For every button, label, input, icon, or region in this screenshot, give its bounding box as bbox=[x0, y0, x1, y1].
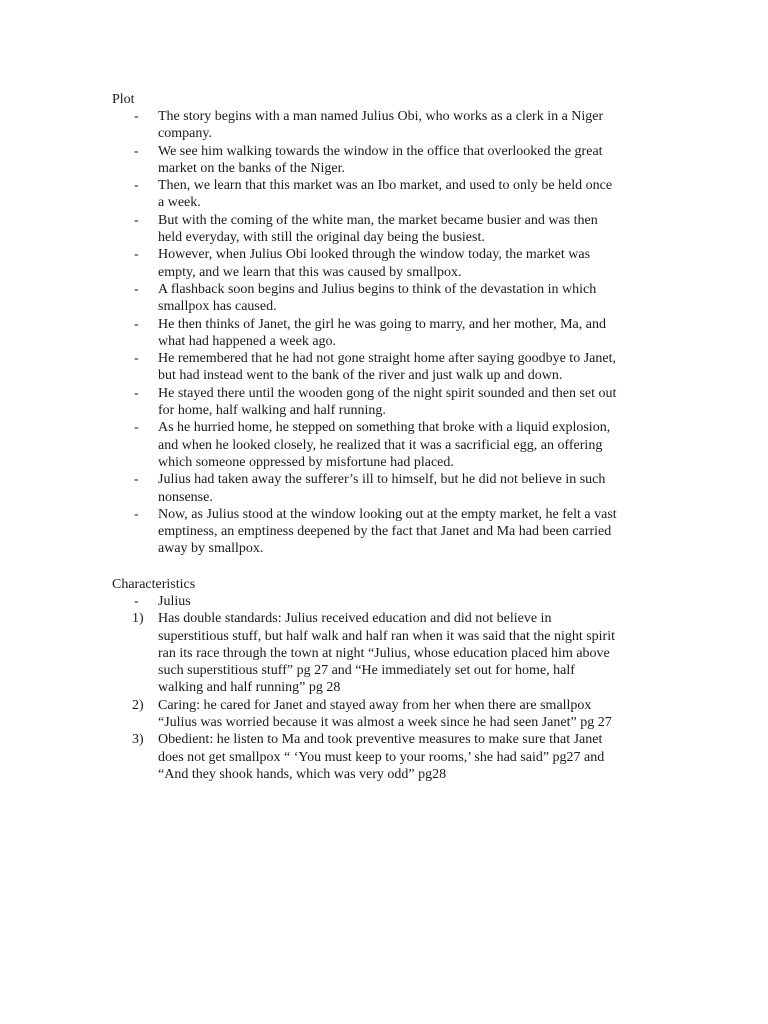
characteristics-item-text: Obedient: he listen to Ma and took preventive measures to make sure that Janet does not get smallpox “ ‘You must keep to your rooms,’ she had said” pg27 and “And they shook hands, which was very odd” pg28 bbox=[158, 732, 605, 782]
plot-heading: Plot bbox=[112, 92, 135, 107]
characteristics-list-item bbox=[0, 697, 638, 732]
dash-bullet-icon: - bbox=[134, 506, 139, 522]
characteristics-list-item bbox=[0, 731, 638, 783]
plot-list-item bbox=[0, 281, 638, 316]
plot-list-item bbox=[0, 385, 638, 420]
plot-list bbox=[0, 108, 768, 558]
dash-bullet-icon: - bbox=[134, 281, 139, 297]
dash-bullet-icon: - bbox=[134, 351, 139, 367]
dash-bullet-icon: - bbox=[134, 109, 139, 124]
plot-list-item bbox=[0, 419, 638, 471]
dash-bullet-icon: - bbox=[134, 594, 139, 609]
plot-list-item bbox=[0, 506, 638, 558]
characteristics-list-item bbox=[0, 593, 638, 610]
list-number: 1) bbox=[132, 611, 144, 627]
plot-list-item bbox=[0, 177, 638, 212]
plot-item-text: A flashback soon begins and Julius begins to think of the devastation in which smallpox has caused. bbox=[158, 281, 597, 315]
dash-bullet-icon: - bbox=[134, 178, 139, 194]
dash-bullet-icon: - bbox=[134, 143, 139, 159]
characteristics-heading: Characteristics bbox=[112, 577, 196, 592]
plot-item-text: He then thinks of Janet, the girl he was going to marry, and her mother, Ma, and what had happened a week ago. bbox=[158, 316, 606, 349]
plot-item-text: However, when Julius Obi looked through the window today, the market was empty, and we learn that this was caused by smallpox. bbox=[158, 247, 591, 280]
dash-bullet-icon: - bbox=[134, 385, 139, 401]
plot-item-text: We see him walking towards the window in the office that overlooked the great market on the banks of the Niger. bbox=[158, 143, 603, 176]
dash-bullet-icon: - bbox=[134, 420, 139, 436]
plot-item-text: Now, as Julius stood at the window looking out at the empty market, he felt a vast emptiness, an emptiness deepened by the fact that Janet and Ma had been carried away by smallpox. bbox=[158, 506, 617, 557]
characteristics-item-text: Julius bbox=[158, 594, 191, 609]
list-number: 2) bbox=[132, 697, 144, 713]
plot-list-item bbox=[0, 350, 638, 385]
plot-list-item bbox=[0, 212, 638, 247]
dash-bullet-icon: - bbox=[134, 247, 139, 263]
plot-list-item bbox=[0, 246, 638, 281]
characteristics-item-text: Caring: he cared for Janet and stayed away from her when there are smallpox “Julius was worried because it was almost a week since he had seen Janet” pg 27 bbox=[158, 697, 612, 731]
characteristics-item-text: Has double standards: Julius received education and did not believe in superstitious stuff, but half walk and half ran when it was said that the night spirit ran its race through the town at night “Julius, whose education placed him above such superstitious stuff” pg 27 and “He immediately set out for home, half walking and half running” pg 28 bbox=[158, 611, 615, 696]
plot-item-text: As he hurried home, he stepped on something that broke with a liquid explosion, and when he looked closely, he realized that it was a sacrificial egg, an offering which someone oppressed by misfortune had placed. bbox=[158, 420, 611, 470]
characteristics-list-item bbox=[0, 610, 638, 696]
list-number: 3) bbox=[132, 732, 144, 748]
plot-item-text: But with the coming of the white man, the market became busier and was then held everyday, with still the original day being the busiest. bbox=[158, 212, 598, 246]
plot-item-text: Julius had taken away the sufferer’s ill to himself, but he did not believe in such nonsense. bbox=[158, 472, 606, 505]
plot-item-text: Then, we learn that this market was an Ibo market, and used to only be held once a week. bbox=[158, 178, 613, 211]
dash-bullet-icon: - bbox=[134, 472, 139, 488]
plot-list-item bbox=[0, 143, 638, 178]
plot-list-item bbox=[0, 108, 638, 143]
plot-list-item bbox=[0, 316, 638, 351]
plot-item-text: He remembered that he had not gone straight home after saying goodbye to Janet, but had instead went to the bank of the river and just walk up and down. bbox=[158, 351, 616, 384]
dash-bullet-icon: - bbox=[134, 212, 139, 228]
plot-item-text: The story begins with a man named Julius Obi, who works as a clerk in a Niger company. bbox=[158, 109, 604, 142]
characteristics-list bbox=[0, 593, 768, 783]
plot-item-text: He stayed there until the wooden gong of the night spirit sounded and then set out for home, half walking and half running. bbox=[158, 385, 617, 419]
dash-bullet-icon: - bbox=[134, 316, 139, 332]
plot-list-item bbox=[0, 471, 638, 506]
